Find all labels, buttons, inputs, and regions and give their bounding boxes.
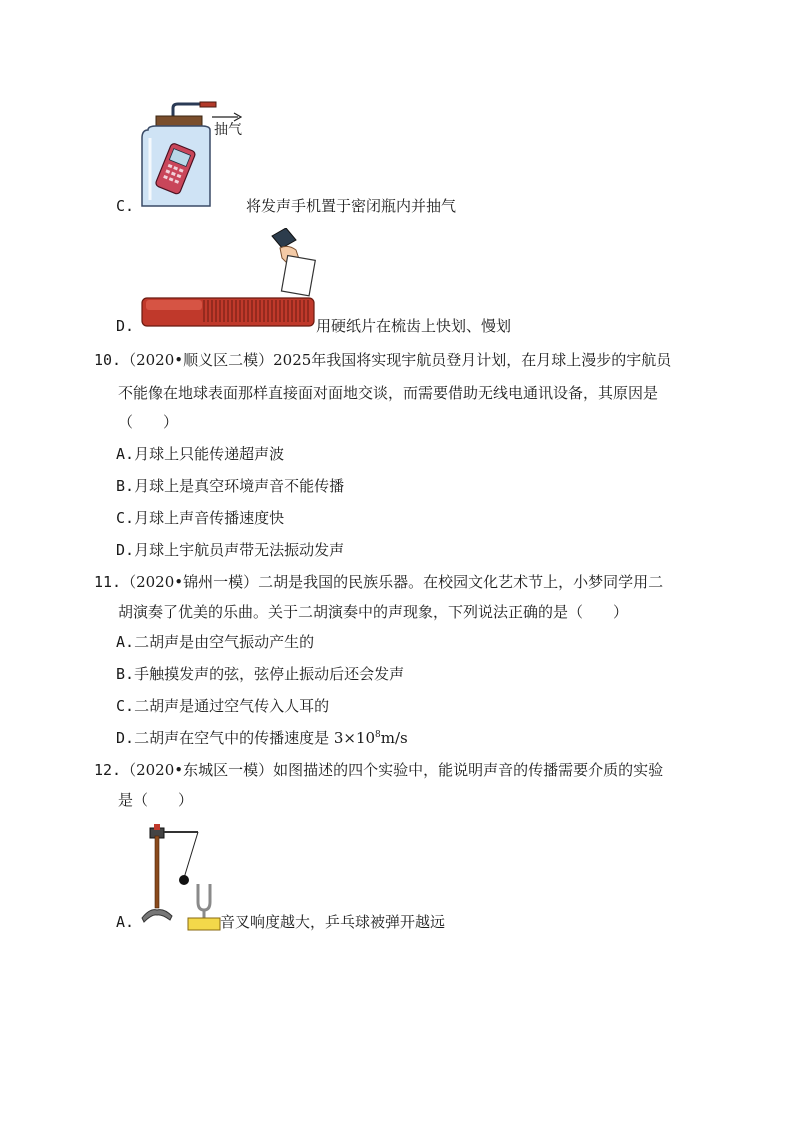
option-c: C.二胡声是通过空气传入人耳的 bbox=[116, 697, 330, 715]
question-12-line1: 12.（2020•东城区一模）如图描述的四个实验中，能说明声音的传播需要介质的实验 bbox=[94, 761, 664, 779]
option-letter: D. bbox=[116, 317, 135, 335]
question-number: 10. bbox=[94, 351, 122, 369]
option-a: A.二胡声是由空气振动产生的 bbox=[116, 633, 315, 651]
question-10-line1 bbox=[94, 350, 671, 370]
pump-label: 抽气 bbox=[214, 122, 242, 138]
question-text: 2025年我国将实现宇航员登月计划，在月球上漫步的宇航员 bbox=[273, 351, 672, 369]
question-11-line2: 胡演奏了优美的乐曲。关于二胡演奏中的声现象，下列说法正确的是（ ） bbox=[118, 603, 629, 621]
option-d: D.二胡声在空气中的传播速度是 $3\times 10^8m/s$ bbox=[116, 729, 408, 747]
comb-card-figure bbox=[140, 228, 320, 334]
answer-bracket: （ ） bbox=[118, 413, 179, 431]
tuning-fork-pingpong-figure bbox=[140, 822, 224, 932]
option-text: 音叉响度越大，乒乓球被弹开越远 bbox=[220, 913, 446, 931]
arrow-right-icon bbox=[212, 108, 242, 118]
option-b: B.月球上是真空环境声音不能传播 bbox=[116, 477, 345, 495]
option-text: 将发声手机置于密闭瓶内并抽气 bbox=[246, 197, 457, 215]
question-11-line1: 11.（2020•锦州一模）二胡是我国的民族乐器。在校园文化艺术节上，小梦同学用二 bbox=[94, 573, 664, 591]
question-12-line2: 是（ ） bbox=[118, 791, 194, 809]
option-a: A.月球上只能传递超声波 bbox=[116, 445, 285, 463]
option-b: B.手触摸发声的弦，弦停止振动后还会发声 bbox=[116, 665, 405, 683]
option-letter: A. bbox=[116, 913, 135, 931]
option-text: 用硬纸片在梳齿上快划、慢划 bbox=[316, 317, 512, 335]
option-d: D.月球上宇航员声带无法振动发声 bbox=[116, 541, 345, 559]
question-source: （2020•顺义区二模） bbox=[121, 351, 274, 369]
option-letter: C. bbox=[116, 197, 135, 215]
question-10-line2: 不能像在地球表面那样直接面对面地交谈，而需要借助无线电通讯设备，其原因是 bbox=[118, 384, 659, 402]
option-c: C.月球上声音传播速度快 bbox=[116, 509, 285, 527]
